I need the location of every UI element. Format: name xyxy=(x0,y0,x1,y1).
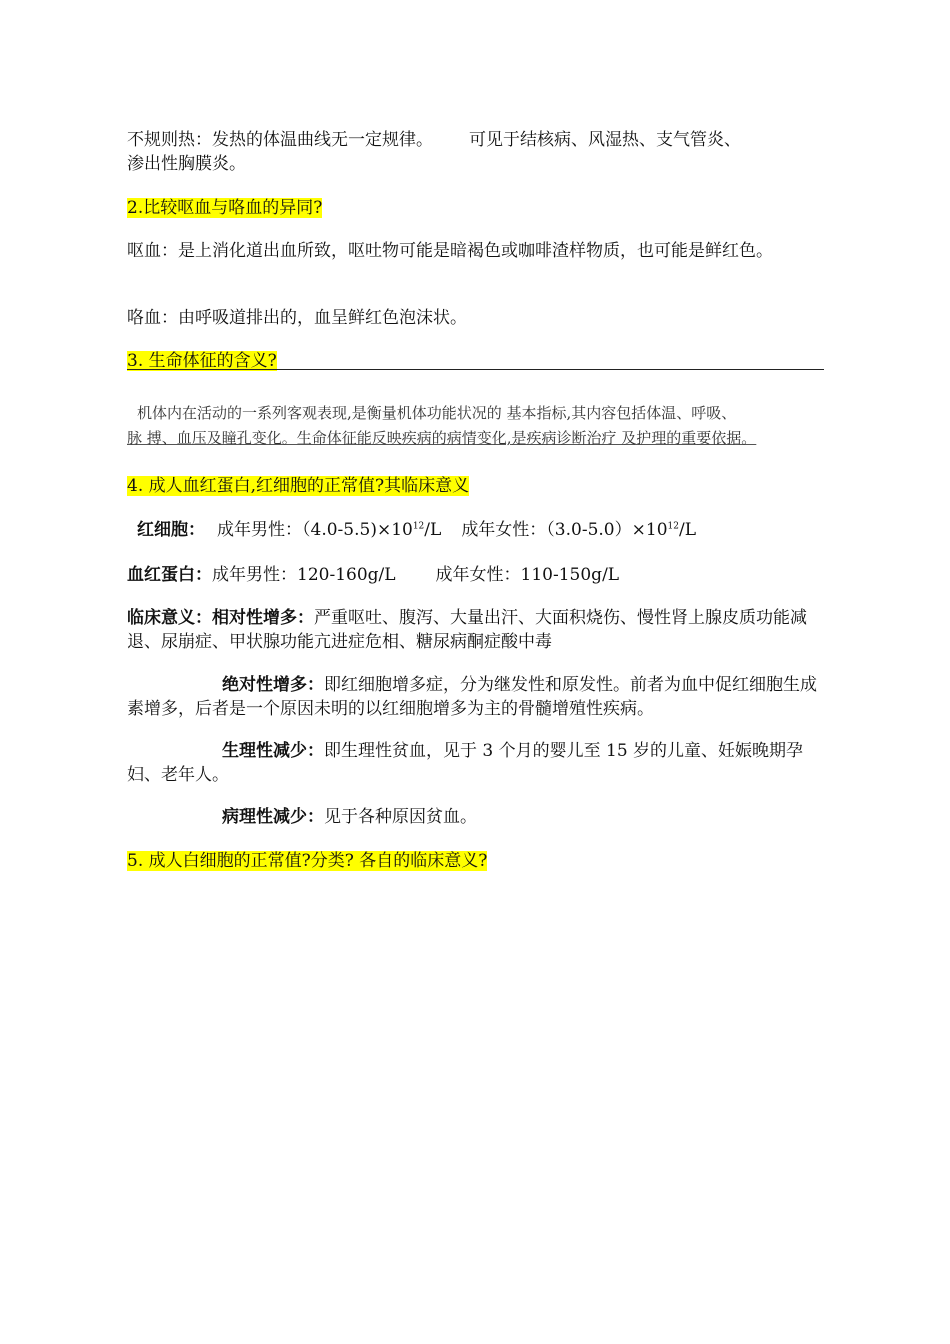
clinical-physiological xyxy=(127,739,819,787)
clinical-pathological xyxy=(127,805,827,829)
relative-increase-label: 相对性增多： xyxy=(212,608,314,628)
physiological-decrease-label: 生理性减少： xyxy=(222,741,324,761)
physiological-decrease-text: 即生理性贫血，见于 3 个月的婴儿至 15 岁的儿童、妊娠晚期孕妇、老年人。 xyxy=(127,741,804,785)
rbc-female-exp: 12 xyxy=(667,521,679,532)
fever-line2: 渗出性胸膜炎。 xyxy=(127,154,246,174)
q5-heading-row xyxy=(127,849,827,873)
fever-line1-b: 可见于结核病、风湿热、支气管炎、 xyxy=(469,130,741,150)
hb-row xyxy=(127,563,827,587)
q5-heading: 5. 成人白细胞的正常值?分类? 各自的临床意义? xyxy=(127,851,488,871)
hb-male: 成年男性：120-160g/L xyxy=(212,565,396,585)
q2-heading-row xyxy=(127,196,827,220)
q3-heading: 3. 生命体征的含义? xyxy=(127,351,277,371)
q4-heading-row xyxy=(127,474,827,498)
hb-label: 血红蛋白： xyxy=(127,565,212,585)
clinical-relative xyxy=(127,606,819,654)
q2-hematemesis: 呕血：是上消化道出血所致，呕吐物可能是暗褐色或咖啡渣样物质，也可能是鲜红色。 xyxy=(127,241,773,261)
q3-heading-rule xyxy=(127,369,824,370)
rbc-female-prefix: 成年女性：（3.0-5.0）×10 xyxy=(461,520,668,540)
pathological-decrease-label: 病理性减少： xyxy=(222,807,324,827)
rbc-male-unit: /L xyxy=(424,520,442,540)
pathological-decrease-text: 见于各种原因贫血。 xyxy=(324,807,477,827)
fever-paragraph xyxy=(127,128,827,176)
q3-definition-line2: 脉 搏、血压及瞳孔变化。生命体征能反映疾病的病情变化,是疾病诊断治疗 及护理的重要依据。 xyxy=(127,429,757,447)
relative-increase-text: 严重呕吐、腹泻、大量出汗、大面积烧伤、慢性肾上腺皮质功能减退、尿崩症、甲状腺功能亢进症危相、糖尿病酮症酸中毒 xyxy=(127,608,807,652)
clinical-absolute xyxy=(127,673,819,721)
rbc-row xyxy=(137,518,837,542)
hb-female: 成年女性：110-150g/L xyxy=(435,565,620,585)
clinical-label: 临床意义： xyxy=(127,608,212,628)
q3-definition-line1: 机体内在活动的一系列客观表现,是衡量机体功能状况的 基本指标,其内容包括体温、呼吸、 xyxy=(137,404,737,422)
rbc-female-unit: /L xyxy=(678,520,696,540)
rbc-male-prefix: 成年男性：（4.0-5.5)×10 xyxy=(217,520,413,540)
absolute-increase-text: 即红细胞增多症，分为继发性和原发性。前者为血中促红细胞生成素增多，后者是一个原因未明的以红细胞增多为主的骨髓增殖性疾病。 xyxy=(127,675,817,719)
absolute-increase-label: 绝对性增多： xyxy=(222,675,324,695)
q4-heading: 4. 成人血红蛋白,红细胞的正常值?其临床意义 xyxy=(127,476,470,496)
rbc-male-exp: 12 xyxy=(412,521,425,532)
rbc-label: 红细胞： xyxy=(137,520,205,540)
fever-line1-a: 不规则热：发热的体温曲线无一定规律。 xyxy=(127,130,433,150)
q2-hemoptysis: 咯血：由呼吸道排出的，血呈鲜红色泡沫状。 xyxy=(127,308,467,328)
q2-heading: 2.比较呕血与咯血的异同? xyxy=(127,198,323,218)
